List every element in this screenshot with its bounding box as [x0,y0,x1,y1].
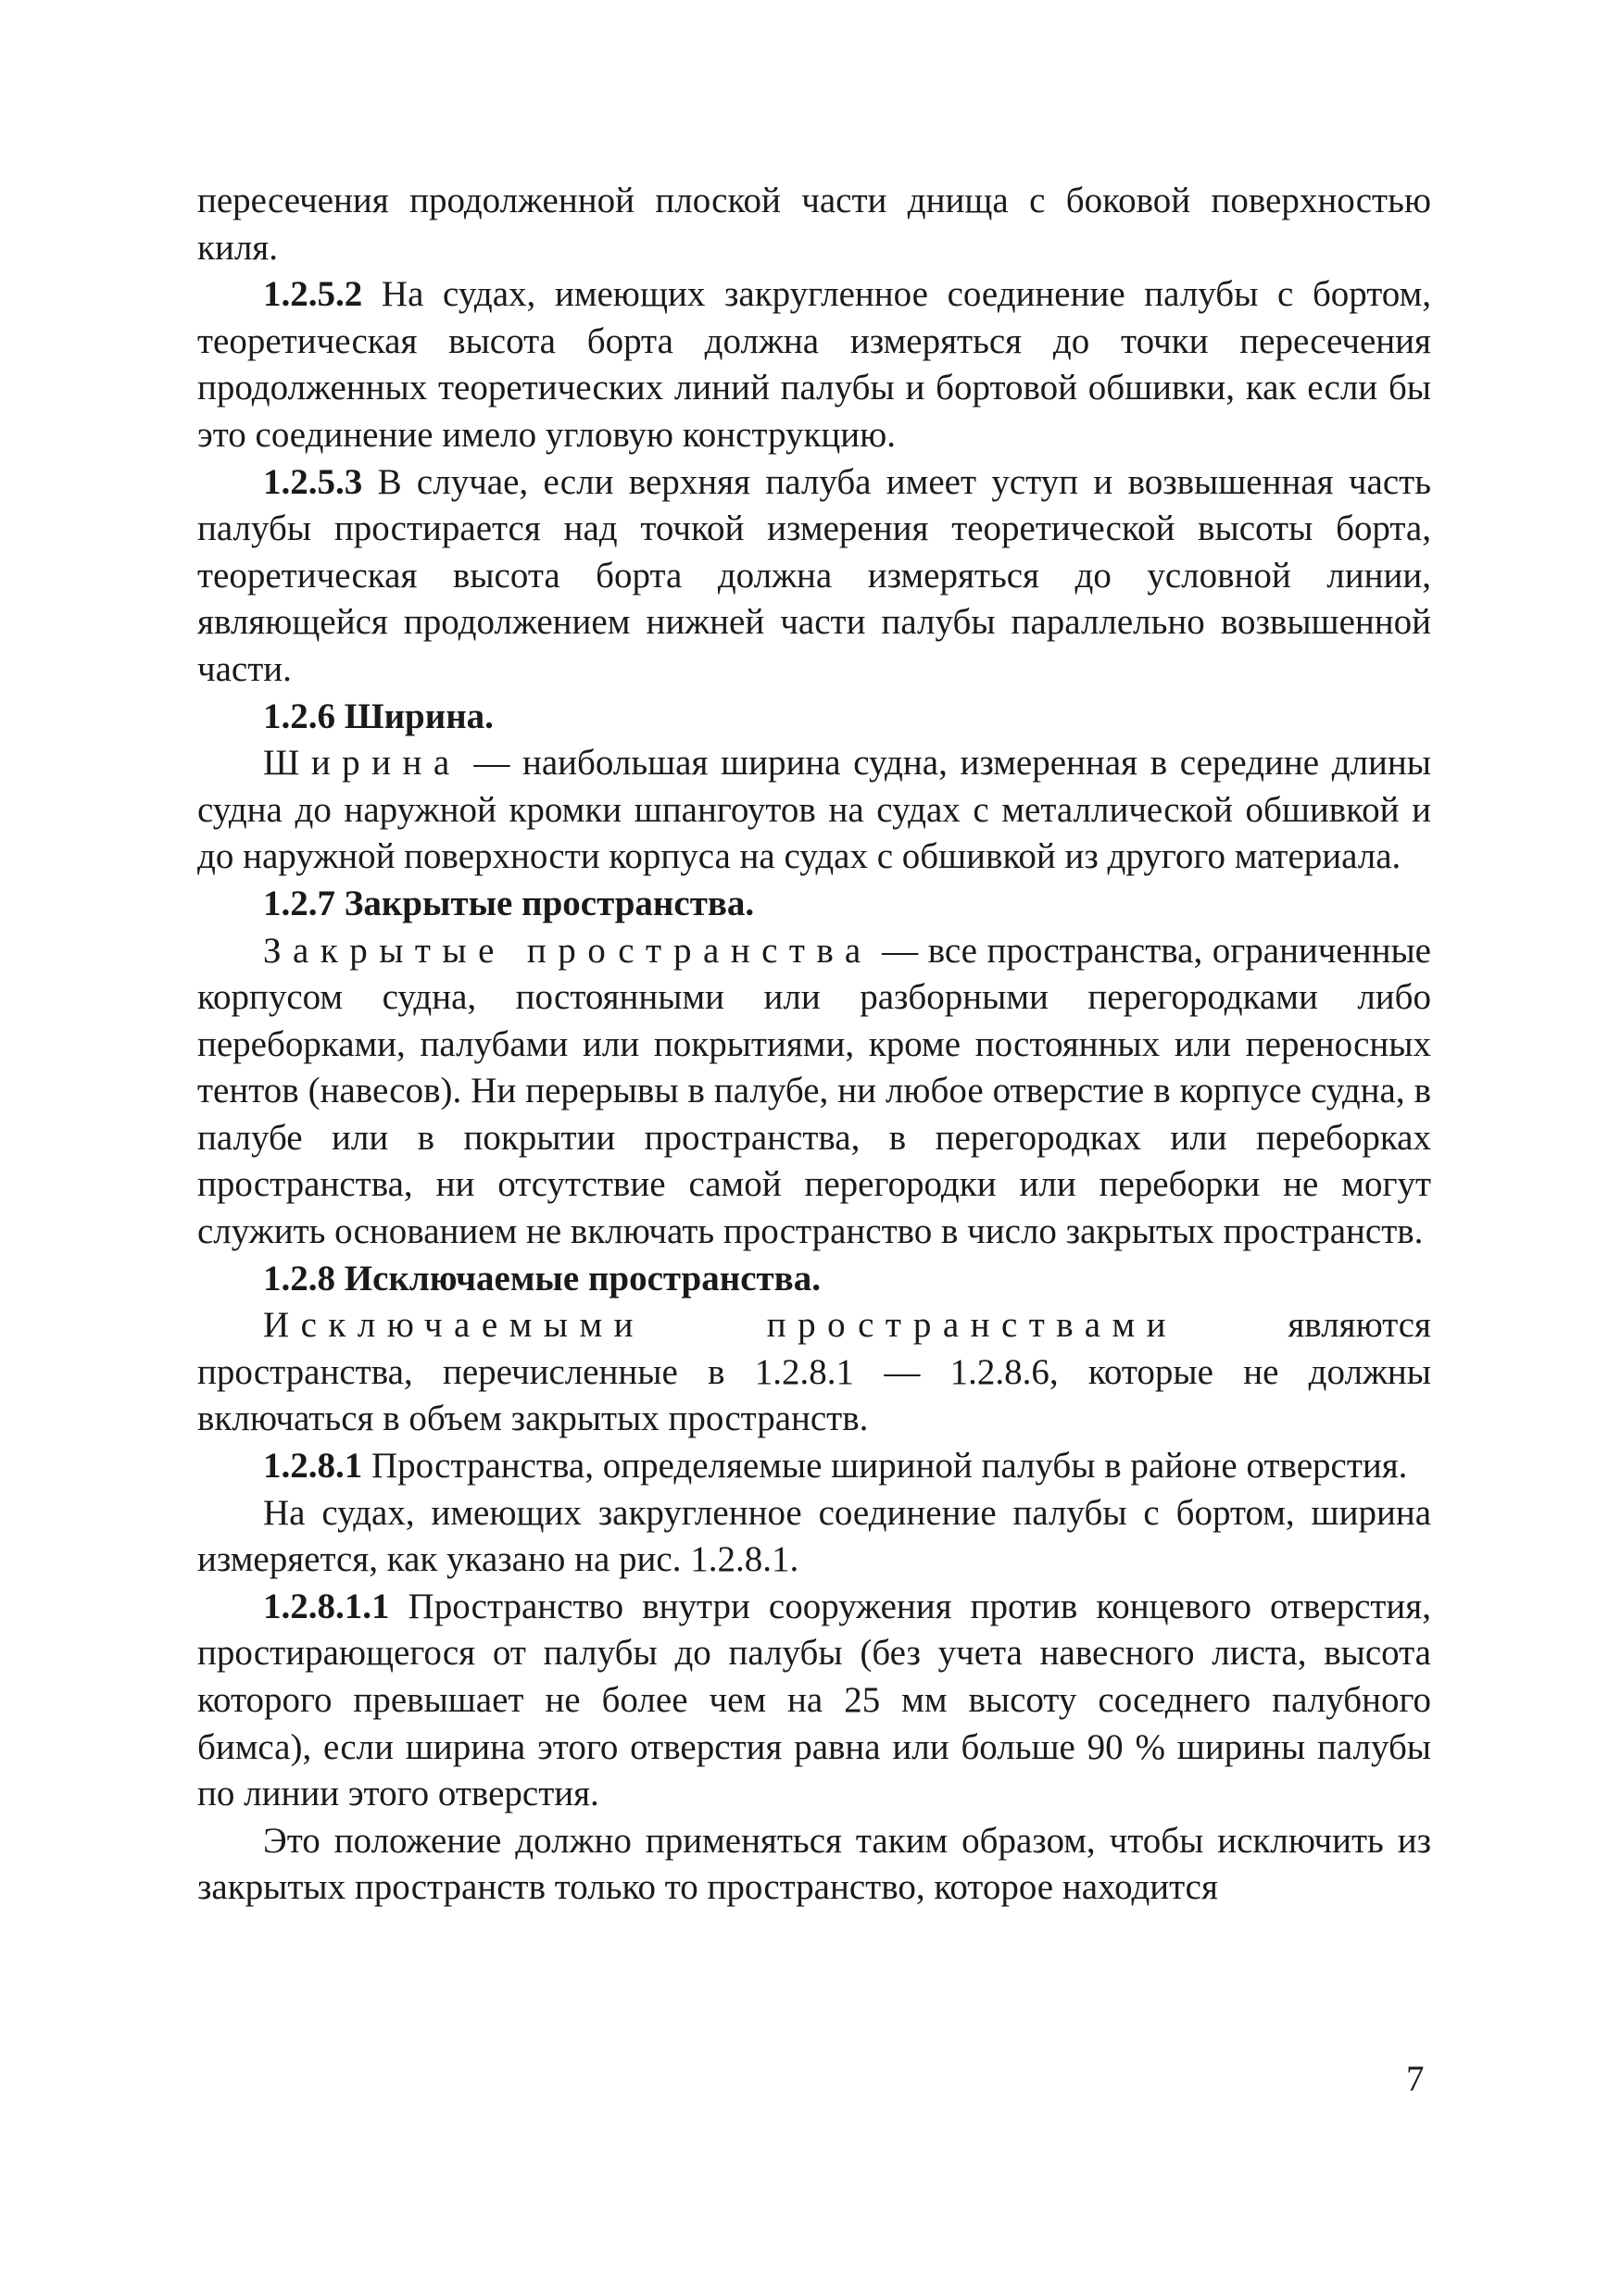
paragraph-definition-enclosed-spaces [197,928,1431,1256]
paragraph-text: — наибольшая ширина судна, измеренная в середине длины судна до наружной кромки шпангоутов на судах с металлической обшивкой и до наружной поверхности корпуса на судах с обшивкой из другого материала. [197,743,1431,877]
paragraph-text: Это положение должно применяться таким образом, чтобы исключить из закрытых пространств только то пространство, которое находится [197,1820,1431,1908]
clause-number: 1.2.8.1.1 [263,1586,390,1626]
defined-term: Ширина [263,743,461,784]
paragraph-continuation [197,178,1431,271]
section-heading-1-2-8: 1.2.8 Исключаемые пространства. [263,1258,821,1299]
paragraph-1-2-8-1-1 [197,1584,1431,1818]
paragraph-text: являются пространства, перечисленные в 1.2.8.1 — 1.2.8.6, которые не должны включаться в объем закрытых пространств. [197,1305,1431,1439]
paragraph-text: пересечения продолженной плоской части днища с боковой поверхностью киля. [197,181,1431,268]
clause-number: 1.2.5.2 [263,274,363,315]
paragraph-text: На судах, имеющих закругленное соединение палубы с бортом, теоретическая высота борта должна измеряться до точки пересечения продолженных теоретических линий палубы и бортовой обшивки, как если бы это соединение имело угловую конструкцию. [197,274,1431,455]
paragraph-text: — все пространства, ограниченные корпусом судна, постоянными или разборными перегородками либо переборками, палубами или покрытиями, кроме постоянных или переносных тентов (навесов). Ни перерывы в палубе, ни любое отверстие в корпусе судна, в палубе или в покрытии пространства, в перегородках или переборках пространства, ни отсутствие самой перегородки или переборки не могут служить основанием не включать пространство в число закрытых пространств. [197,930,1431,1252]
clause-number: 1.2.5.3 [263,461,363,502]
paragraph-text: В случае, если верхняя палуба имеет уступ и возвышенная часть палубы простирается над точкой измерения теоретической высоты борта, теоретическая высота борта должна измеряться до условной линии, являющейся продолжением нижней части палубы параллельно возвышенной части. [197,461,1431,689]
paragraph-text: Пространство внутри сооружения против концевого отверстия, простирающегося от палубы до палубы (без учета навесного листа, высота которого превышает не более чем на 25 мм высоту соседнего палубного бимса), если ширина этого отверстия равна или больше 90 % ширины палубы по линии этого отверстия. [197,1586,1431,1814]
clause-number: 1.2.8.1 [263,1446,363,1487]
document-body [197,178,1431,1912]
defined-term: Исключаемыми пространствами [263,1305,1177,1346]
paragraph-text: Пространства, определяемые шириной палубы в районе отверстия. [362,1446,1408,1487]
paragraph-1-2-8-1 [197,1443,1431,1490]
defined-term: Закрытые пространства [263,930,873,971]
paragraph-definition-width [197,740,1431,881]
page-number: 7 [1406,2059,1425,2099]
paragraph-1-2-5-3 [197,459,1431,694]
paragraph-definition-excluded-spaces [197,1302,1431,1443]
section-heading-1-2-6: 1.2.6 Ширина. [263,696,494,736]
section-heading-1-2-7: 1.2.7 Закрытые пространства. [263,883,755,923]
paragraph-1-2-5-2 [197,271,1431,458]
paragraph-text: На судах, имеющих закругленное соединение палубы с бортом, ширина измеряется, как указано на рис. 1.2.8.1. [197,1492,1431,1580]
paragraph-rounded-gunwale [197,1490,1431,1584]
paragraph-application-note [197,1818,1431,1912]
